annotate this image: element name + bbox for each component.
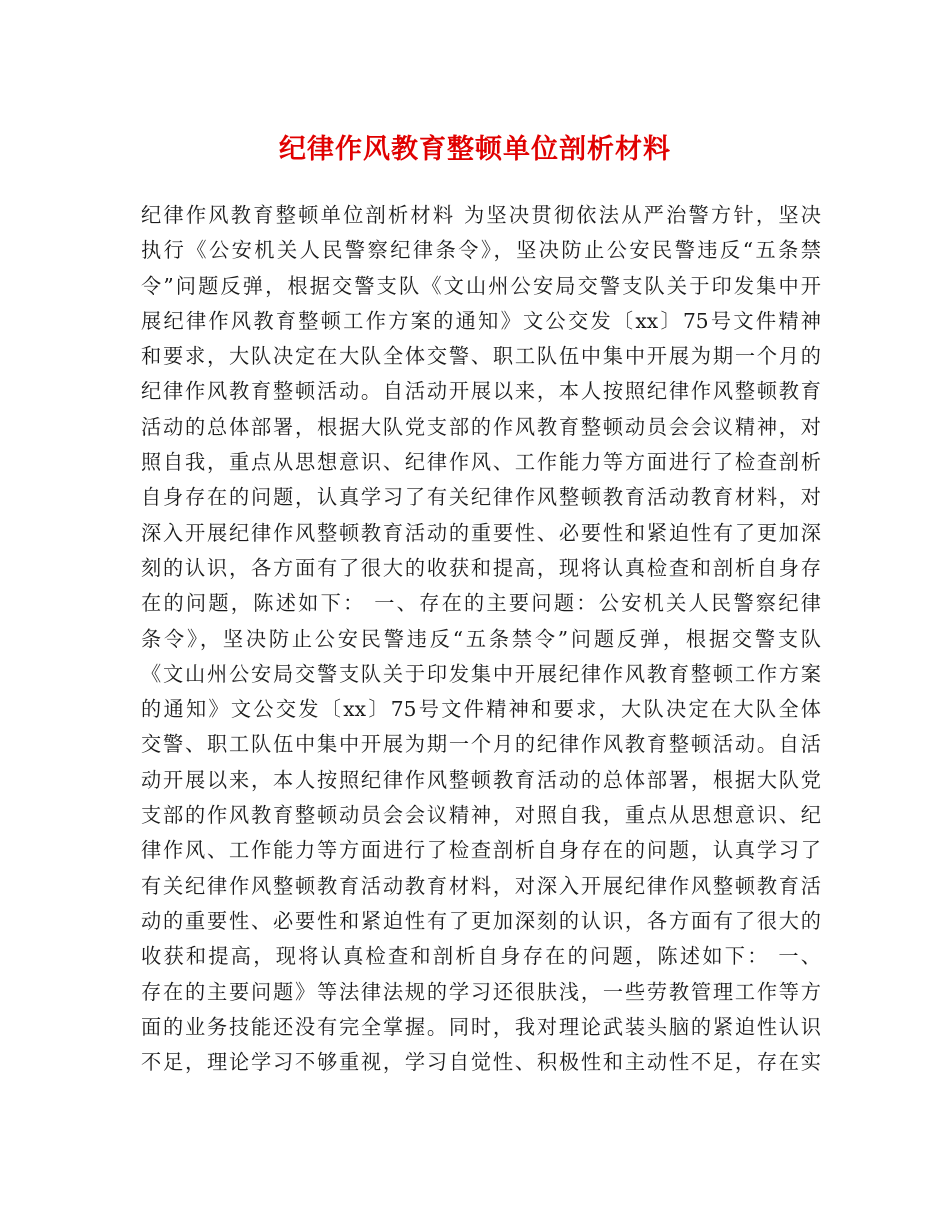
body-line: 执行《公安机关人民警察纪律条令》，坚决防止公安民警违反“五条禁 [141,238,821,263]
body-line: 律作风、工作能力等方面进行了检查剖析自身存在的问题，认真学习了 [141,838,821,863]
body-line: 刻的认识，各方面有了很大的收获和提高，现将认真检查和剖析自身存 [141,555,821,580]
body-line: 照自我，重点从思想意识、纪律作风、工作能力等方面进行了检查剖析 [141,450,821,475]
document-body [141,198,821,1080]
body-line: 自身存在的问题，认真学习了有关纪律作风整顿教育活动教育材料，对 [141,485,821,510]
body-line: 纪律作风教育整顿活动。自活动开展以来，本人按照纪律作风整顿教育 [141,379,821,404]
body-line: 交警、职工队伍中集中开展为期一个月的纪律作风教育整顿活动。自活 [141,732,821,757]
body-line: 条令》，坚决防止公安民警违反“五条禁令”问题反弹，根据交警支队 [141,626,821,651]
body-line: 存在的主要问题》等法律法规的学习还很肤浅，一些劳教管理工作等方 [141,979,821,1004]
document-title: 纪律作风教育整顿单位剖析材料 [279,134,671,165]
body-line: 不足，理论学习不够重视，学习自觉性、积极性和主动性不足，存在实 [141,1050,821,1075]
body-line: 的通知》文公交发〔xx〕75号文件精神和要求，大队决定在大队全体 [141,697,821,722]
body-line: 令”问题反弹，根据交警支队《文山州公安局交警支队关于印发集中开 [141,273,821,298]
body-line: 动开展以来，本人按照纪律作风整顿教育活动的总体部署，根据大队党 [141,767,821,792]
body-line: 动的重要性、必要性和紧迫性有了更加深刻的认识，各方面有了很大的 [141,908,821,933]
body-line: 和要求，大队决定在大队全体交警、职工队伍中集中开展为期一个月的 [141,344,821,369]
body-line: 面的业务技能还没有完全掌握。同时，我对理论武装头脑的紧迫性认识 [141,1014,821,1039]
body-line: 有关纪律作风整顿教育活动教育材料，对深入开展纪律作风整顿教育活 [141,873,821,898]
body-line: 支部的作风教育整顿动员会会议精神，对照自我，重点从思想意识、纪 [141,803,821,828]
body-line: 活动的总体部署，根据大队党支部的作风教育整顿动员会会议精神，对 [141,414,821,439]
body-line: 纪律作风教育整顿单位剖析材料 为坚决贯彻依法从严治警方针，坚决 [141,203,821,227]
body-line: 展纪律作风教育整顿工作方案的通知》文公交发〔xx〕75号文件精神 [141,308,821,333]
body-line: 《文山州公安局交警支队关于印发集中开展纪律作风教育整顿工作方案 [141,661,821,686]
body-line: 在的问题，陈述如下： 一、存在的主要问题：公安机关人民警察纪律 [141,591,821,616]
body-line: 收获和提高，现将认真检查和剖析自身存在的问题，陈述如下： 一、 [141,944,821,969]
body-line: 深入开展纪律作风整顿教育活动的重要性、必要性和紧迫性有了更加深 [141,520,821,545]
